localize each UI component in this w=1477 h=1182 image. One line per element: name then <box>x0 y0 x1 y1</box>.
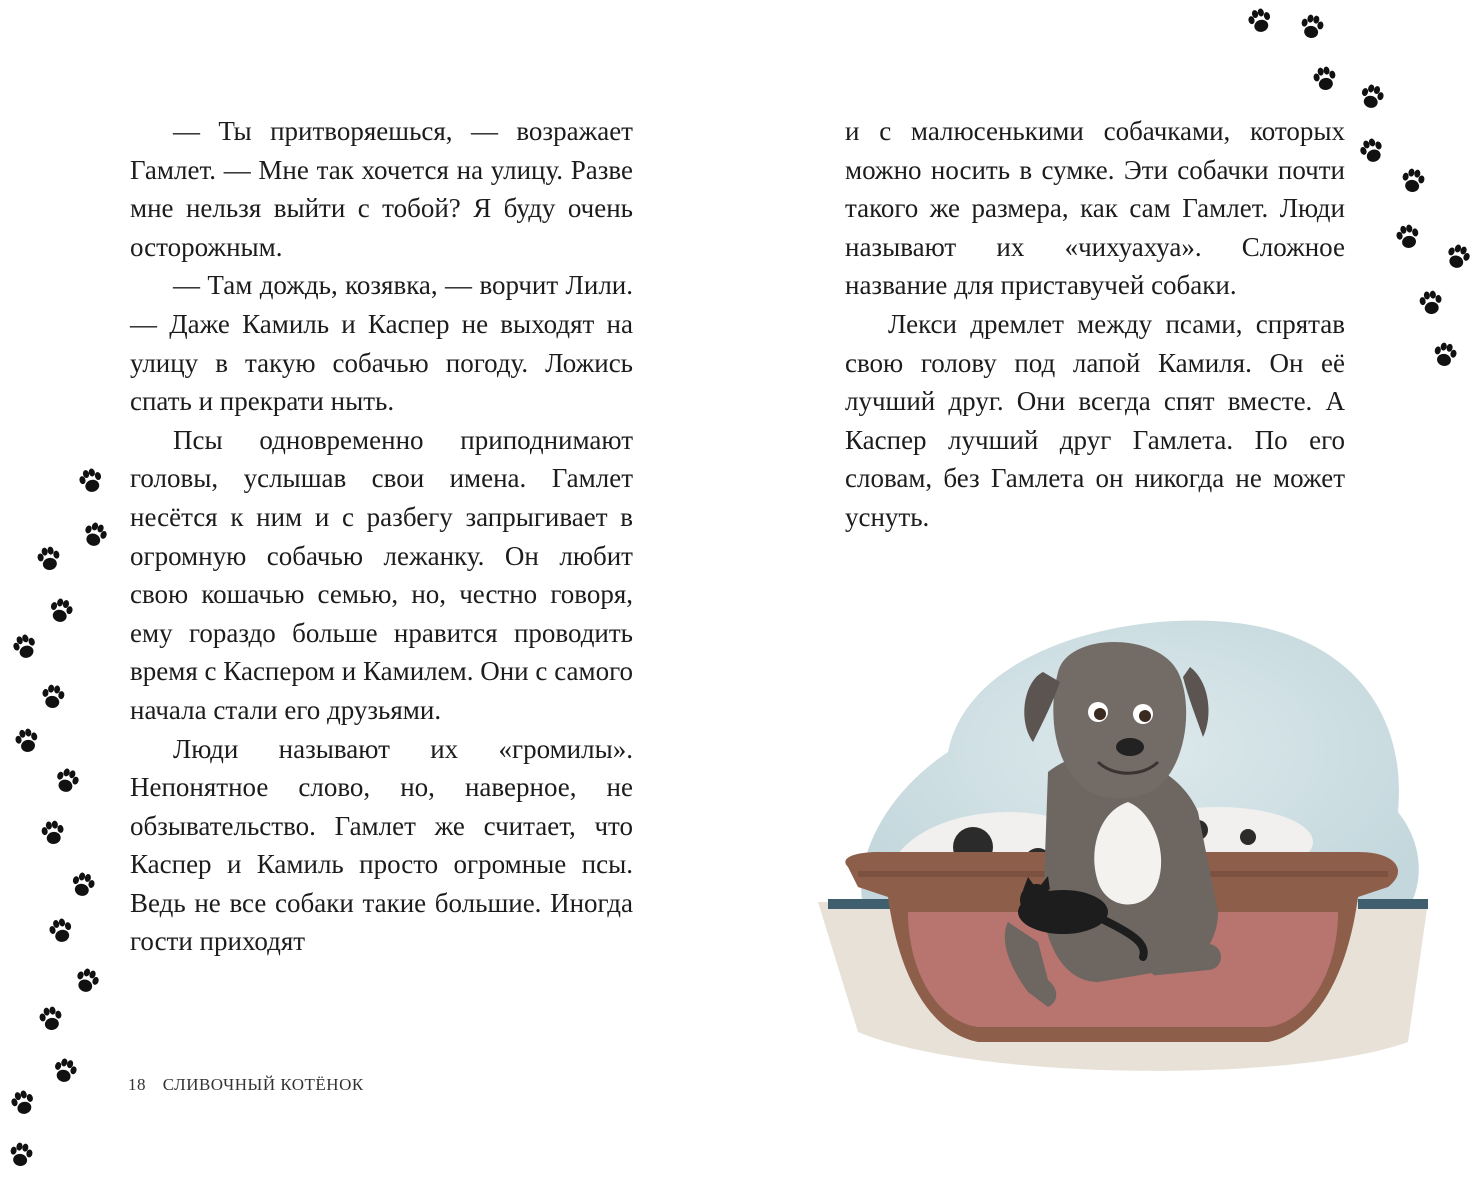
illustration-svg <box>798 612 1448 1082</box>
page-number: 18 <box>128 1075 146 1094</box>
paw-print-icon <box>36 816 70 850</box>
dogs-in-bed-illustration <box>798 612 1448 1082</box>
paw-print-icon <box>1308 62 1343 97</box>
page-footer <box>128 1075 364 1095</box>
paw-print-icon <box>36 680 70 714</box>
right-page <box>738 0 1477 1182</box>
paw-print-icon <box>1427 337 1463 373</box>
paw-print-icon <box>1396 164 1431 199</box>
paw-print-icon <box>1390 219 1426 255</box>
paw-print-icon <box>34 1002 69 1037</box>
paw-print-icon <box>1414 286 1448 320</box>
paragraph: Люди называют их «громилы». Непонятное слово, но, наверное, не обзывательство. Гамлет же считает, что Каспер и Камиль просто огромные псы. Ведь не все собаки такие большие. Иногда гости приходят <box>130 733 633 957</box>
left-page-text <box>130 112 633 961</box>
paragraph: — Ты притворяешься, — возражает Гамлет. — Мне так хочется на улицу. Разве мне нельзя выйти с тобой? Я буду очень осторожным. <box>130 116 633 262</box>
left-page <box>0 0 738 1182</box>
paw-print-icon <box>32 542 67 577</box>
paw-print-icon <box>4 1138 39 1173</box>
paw-print-icon <box>9 723 45 759</box>
right-page-text <box>845 112 1345 537</box>
paw-print-icon <box>1295 10 1330 45</box>
paragraph: Лекси дремлет между псами, спрятав свою голову под лапой Камиля. Он её лучший друг. Они всегда спят вместе. А Каспер лучший друг Гамлета. По его словам, без Гамлета он никогда не может уснуть. <box>845 308 1345 532</box>
running-title: СЛИВОЧНЫЙ КОТЁНОК <box>162 1075 364 1094</box>
paragraph: и с малюсенькими собачками, которых можно носить в сумке. Эти собачки почти такого же размера, как сам Гамлет. Люди называют их «чихуахуа». Сложное название для приставучей собаки. <box>845 116 1345 301</box>
paragraph: — Там дождь, козявка, — ворчит Лили. — Даже Камиль и Каспер не выходят на улицу в такую собачью погоду. Ложись спать и прекрати ныть. <box>130 270 633 417</box>
paragraph: Псы одновременно приподнимают головы, услышав свои имена. Гамлет несётся к ним и с разбегу запрыгивает в огромную собачью лежанку. Он любит свою кошачью семью, но, честно говоря, ему гораздо больше нравится проводить время с Каспером и Камилем. Они с самого начала стали его друзьями. <box>130 424 633 725</box>
